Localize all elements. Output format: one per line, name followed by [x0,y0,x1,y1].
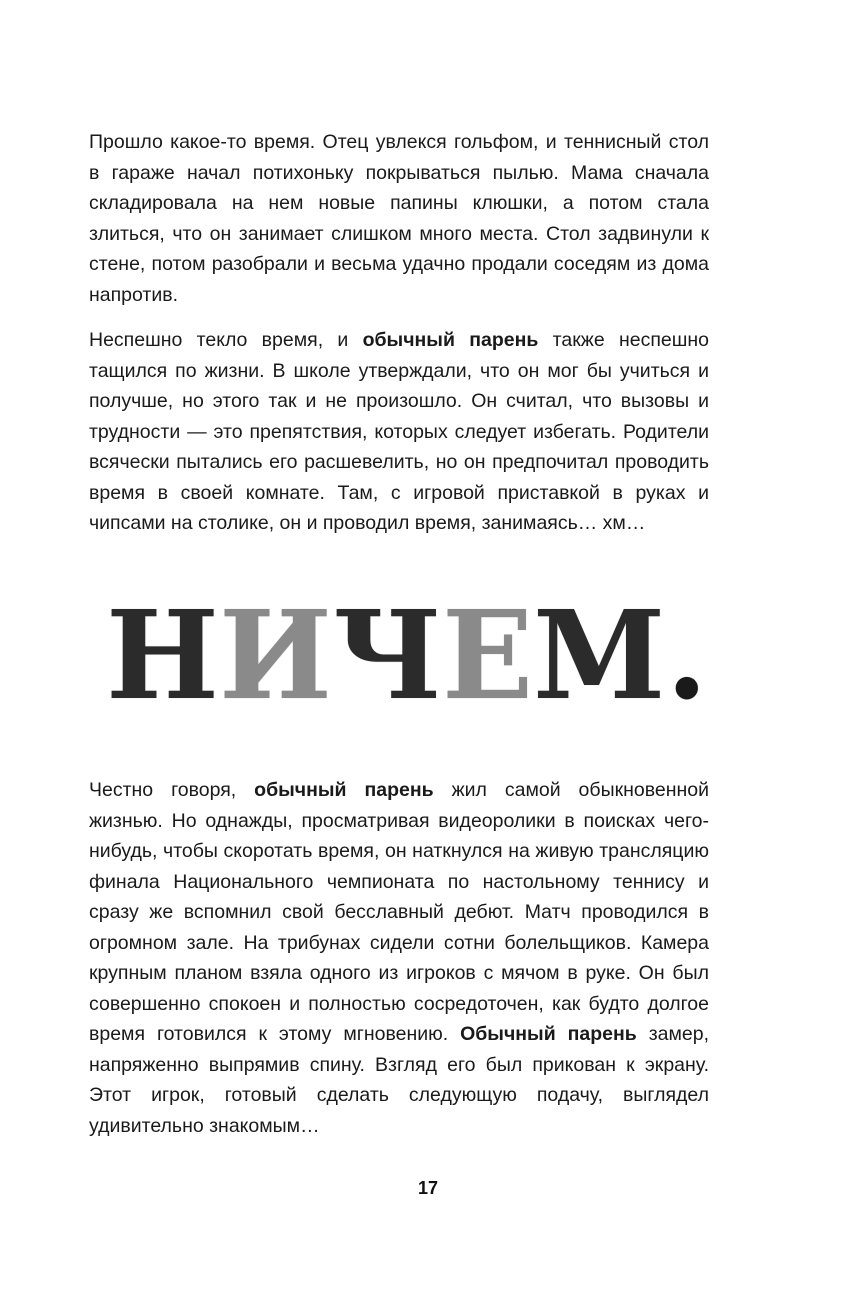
page-number: 17 [417,1178,439,1198]
paragraph-2 [89,325,709,539]
headline-letter: . [666,583,706,727]
paragraph-3-bold2: Обычный парень [460,1023,637,1045]
headline-letter: Ч [332,583,440,727]
paragraph-3 [89,775,709,1141]
paragraph-3-bold1: обычный парень [254,779,434,801]
headline-letter: Е [441,583,532,727]
headline-letter: Н [106,583,218,727]
paragraph-1-text: Прошло какое-то время. Отец увлекся гольфом, и теннисный стол в гараже начал потихоньку покрываться пылью. Мама сначала складировала на нем новые папины клюшки, а потом стала злиться, что он занимает слишком много места. Стол задвинули к стене, потом разобрали и весьма удачно продали соседям из дома напротив. [89,131,709,306]
paragraph-2-bold: обычный парень [362,329,539,351]
paragraph-1 [89,127,709,310]
paragraph-2-after: также неспешно тащился по жизни. В школе утверждали, что он мог бы учиться и получше, но этого так и не произошло. Он считал, что вызовы и трудности — это препятствия, которых следует избегать. Родители всячески пытались его расшевелить, но он предпочитал проводить время в своей комнате. Там, с игровой приставкой в руках и чипсами на столике, он и проводил время, занимаясь… хм… [89,329,709,534]
paragraph-3-part1: Честно говоря, [89,779,255,801]
paragraph-2-before: Неспешно текло время, и [89,329,363,351]
paragraph-3-part2: жил самой обыкновенной жизнью. Но однажды, просматривая видеоролики в поисках чего-нибудь, чтобы скоротать время, он наткнулся на живую трансляцию финала Национального чемпионата по настольному теннису и сразу же вспомнил свой бесславный дебют. Матч проводился в огромном зале. На трибунах сидели сотни болельщиков. Камера крупным планом взяла одного из игроков с мячом в руке. Он был совершенно спокоен и полностью сосредоточен, как будто долгое время готовился к этому мгновению. [89,779,709,1045]
headline-nichem [106,583,726,727]
headline-letter: М [532,583,664,727]
paragraph-3-part3: замер, напряженно выпрямив спину. Взгляд его был прикован к экрану. Этот игрок, готовый сделать следующую подачу, выглядел удивительно знакомым… [89,1023,709,1137]
headline-letter: И [219,583,331,727]
